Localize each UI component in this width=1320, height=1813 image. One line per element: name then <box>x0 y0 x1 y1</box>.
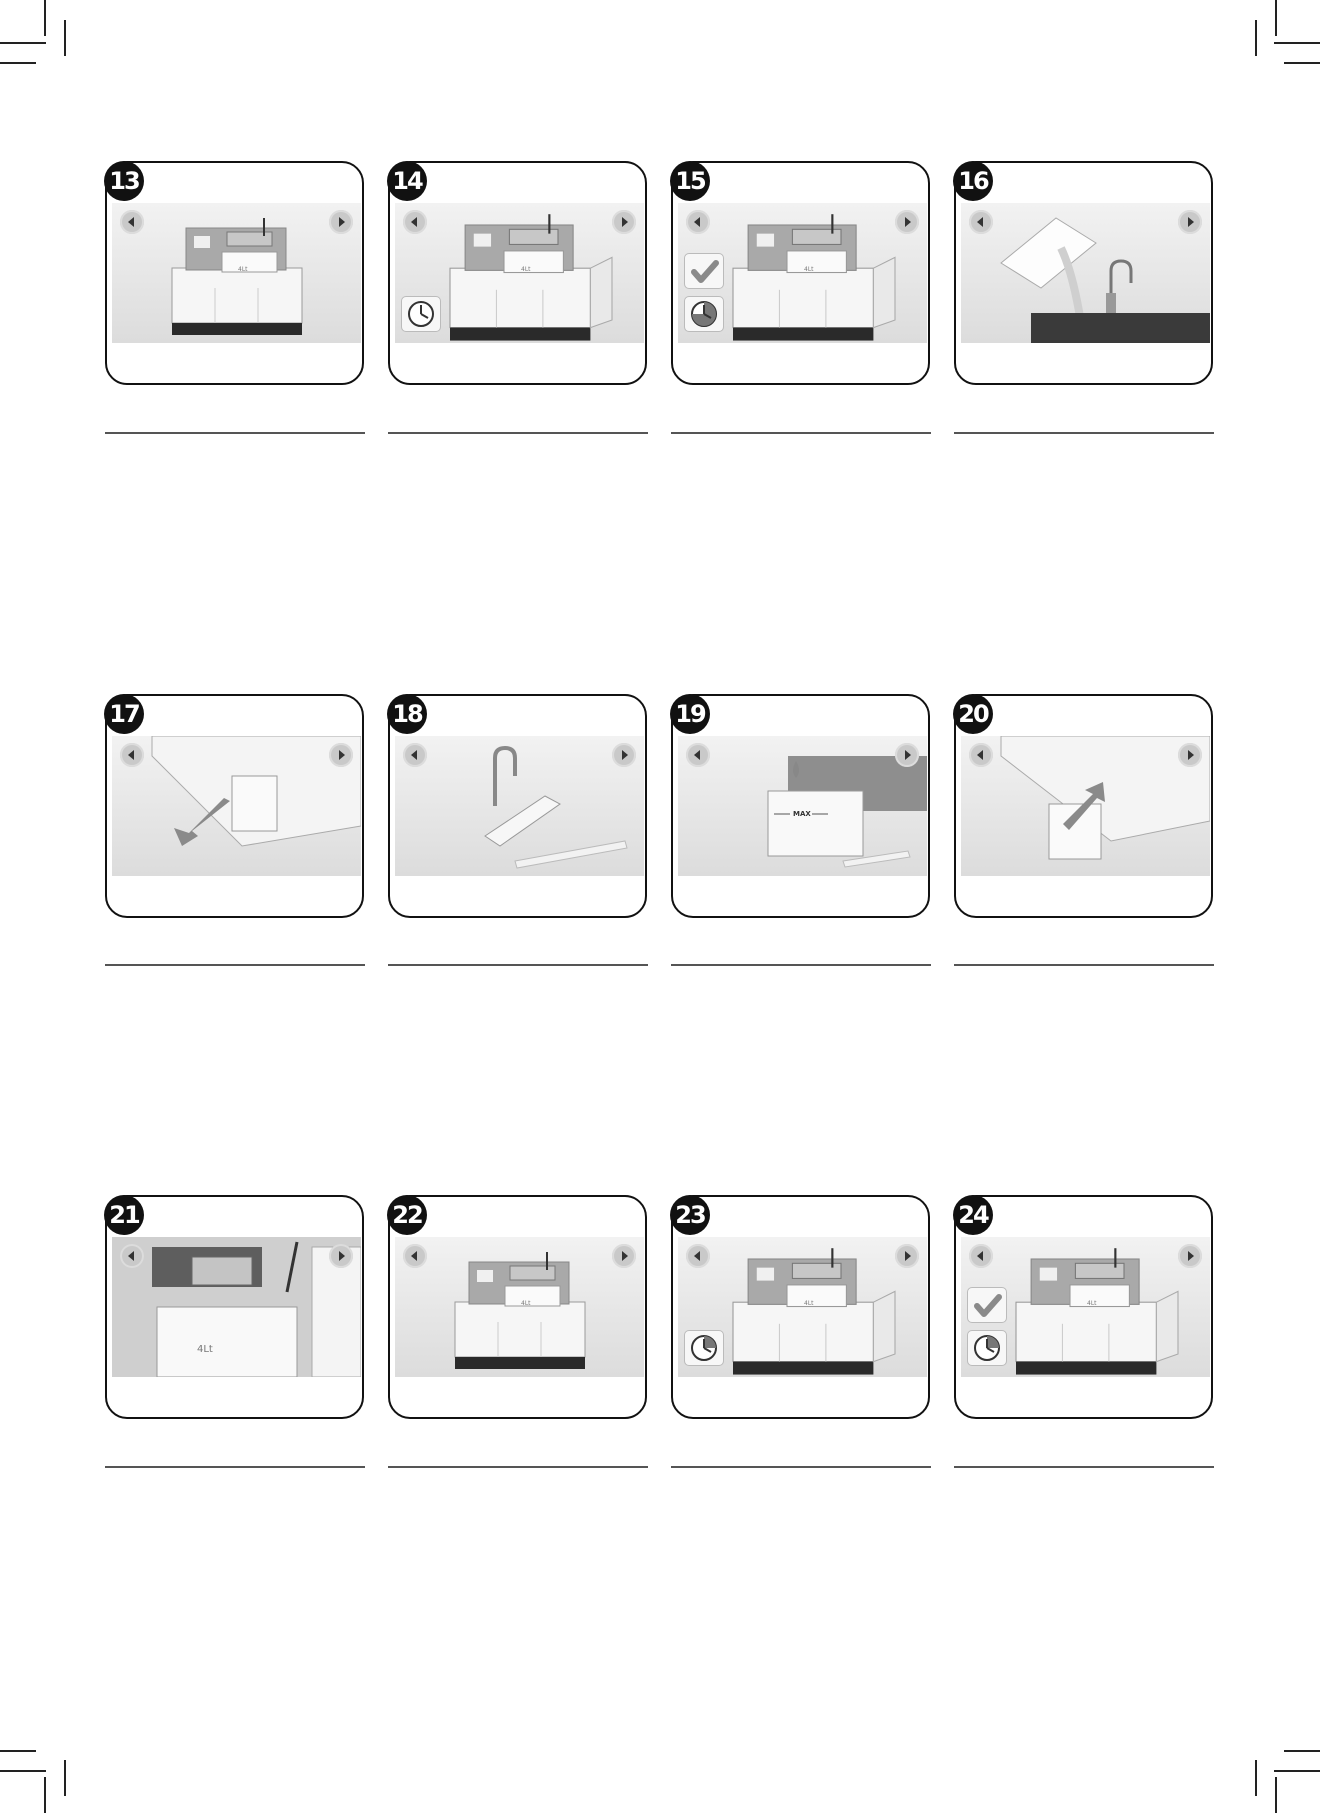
caption-rule <box>671 1466 931 1468</box>
prev-arrow-icon[interactable] <box>403 210 427 234</box>
prev-arrow-icon[interactable] <box>120 743 144 767</box>
svg-text:4Lt: 4Lt <box>238 266 248 273</box>
step-panel-14 <box>388 161 647 385</box>
next-arrow-icon[interactable] <box>612 743 636 767</box>
caption-rule <box>105 432 365 434</box>
step-number-badge: 17 <box>104 694 144 734</box>
step-panel-19 <box>671 694 930 918</box>
step-number-badge: 23 <box>670 1195 710 1235</box>
step-screen-machine-angle <box>961 1237 1210 1377</box>
next-arrow-icon[interactable] <box>612 210 636 234</box>
step-screen-drawer-in <box>961 736 1210 876</box>
step-number-badge: 21 <box>104 1195 144 1235</box>
prev-arrow-icon[interactable] <box>686 743 710 767</box>
step-panel-15 <box>671 161 930 385</box>
caption-rule <box>954 964 1214 966</box>
step-screen-tank-closeup <box>112 1237 361 1377</box>
caption-rule <box>671 964 931 966</box>
caption-rule <box>105 964 365 966</box>
crop-mark <box>1274 1770 1320 1772</box>
step-panel-21 <box>105 1195 364 1419</box>
step-panel-24 <box>954 1195 1213 1419</box>
crop-mark <box>64 20 66 56</box>
step-panel-17 <box>105 694 364 918</box>
timer-icon <box>401 296 441 332</box>
step-screen-machine-front <box>112 203 361 343</box>
next-arrow-icon[interactable] <box>1178 1244 1202 1268</box>
step-number-badge: 16 <box>953 161 993 201</box>
crop-mark <box>1275 1777 1277 1813</box>
prev-arrow-icon[interactable] <box>403 743 427 767</box>
check-icon <box>967 1287 1007 1323</box>
check-icon <box>684 253 724 289</box>
step-number-badge: 14 <box>387 161 427 201</box>
crop-mark <box>1255 20 1257 56</box>
crop-mark <box>0 62 36 64</box>
next-arrow-icon[interactable] <box>329 210 353 234</box>
crop-mark <box>1284 62 1320 64</box>
step-panel-22 <box>388 1195 647 1419</box>
timer-icon <box>684 1330 724 1366</box>
step-screen-machine-angle <box>395 203 644 343</box>
next-arrow-icon[interactable] <box>1178 210 1202 234</box>
caption-rule <box>105 1466 365 1468</box>
step-screen-machine-angle <box>678 1237 927 1377</box>
crop-mark <box>44 1777 46 1813</box>
prev-arrow-icon[interactable] <box>686 210 710 234</box>
crop-mark <box>1284 1750 1320 1752</box>
caption-rule <box>954 1466 1214 1468</box>
step-number-badge: 19 <box>670 694 710 734</box>
next-arrow-icon[interactable] <box>329 1244 353 1268</box>
svg-text:4Lt: 4Lt <box>804 1300 814 1307</box>
step-panel-13 <box>105 161 364 385</box>
caption-rule <box>388 432 648 434</box>
next-arrow-icon[interactable] <box>612 1244 636 1268</box>
caption-rule <box>954 432 1214 434</box>
crop-mark <box>1275 0 1277 36</box>
prev-arrow-icon[interactable] <box>120 1244 144 1268</box>
caption-rule <box>388 964 648 966</box>
step-number-badge: 15 <box>670 161 710 201</box>
next-arrow-icon[interactable] <box>329 743 353 767</box>
timer-icon <box>684 296 724 332</box>
step-number-badge: 20 <box>953 694 993 734</box>
svg-text:4Lt: 4Lt <box>521 1300 531 1307</box>
step-panel-18 <box>388 694 647 918</box>
prev-arrow-icon[interactable] <box>120 210 144 234</box>
crop-mark <box>44 0 46 36</box>
crop-mark <box>0 42 46 44</box>
prev-arrow-icon[interactable] <box>686 1244 710 1268</box>
step-number-badge: 13 <box>104 161 144 201</box>
svg-text:4Lt: 4Lt <box>197 1344 213 1355</box>
step-screen-machine-angle <box>678 203 927 343</box>
crop-mark <box>64 1760 66 1796</box>
step-panel-16 <box>954 161 1213 385</box>
prev-arrow-icon[interactable] <box>403 1244 427 1268</box>
next-arrow-icon[interactable] <box>895 1244 919 1268</box>
crop-mark <box>1274 42 1320 44</box>
step-number-badge: 18 <box>387 694 427 734</box>
timer-icon <box>967 1330 1007 1366</box>
caption-rule <box>388 1466 648 1468</box>
step-panel-20 <box>954 694 1213 918</box>
svg-text:4Lt: 4Lt <box>804 266 814 273</box>
crop-mark <box>1255 1760 1257 1796</box>
prev-arrow-icon[interactable] <box>969 1244 993 1268</box>
prev-arrow-icon[interactable] <box>969 210 993 234</box>
step-screen-sink-pour <box>961 203 1210 343</box>
svg-text:MAX: MAX <box>793 810 811 818</box>
step-number-badge: 22 <box>387 1195 427 1235</box>
step-number-badge: 24 <box>953 1195 993 1235</box>
step-panel-23 <box>671 1195 930 1419</box>
crop-mark <box>0 1750 36 1752</box>
caption-rule <box>671 432 931 434</box>
crop-mark <box>0 1770 46 1772</box>
next-arrow-icon[interactable] <box>895 210 919 234</box>
step-screen-tank-fill <box>395 736 644 876</box>
svg-text:4Lt: 4Lt <box>1087 1300 1097 1307</box>
next-arrow-icon[interactable] <box>895 743 919 767</box>
step-screen-machine-front <box>395 1237 644 1377</box>
next-arrow-icon[interactable] <box>1178 743 1202 767</box>
prev-arrow-icon[interactable] <box>969 743 993 767</box>
step-screen-drawer-out <box>112 736 361 876</box>
step-screen-tank-max <box>678 736 927 876</box>
svg-text:4Lt: 4Lt <box>521 266 531 273</box>
